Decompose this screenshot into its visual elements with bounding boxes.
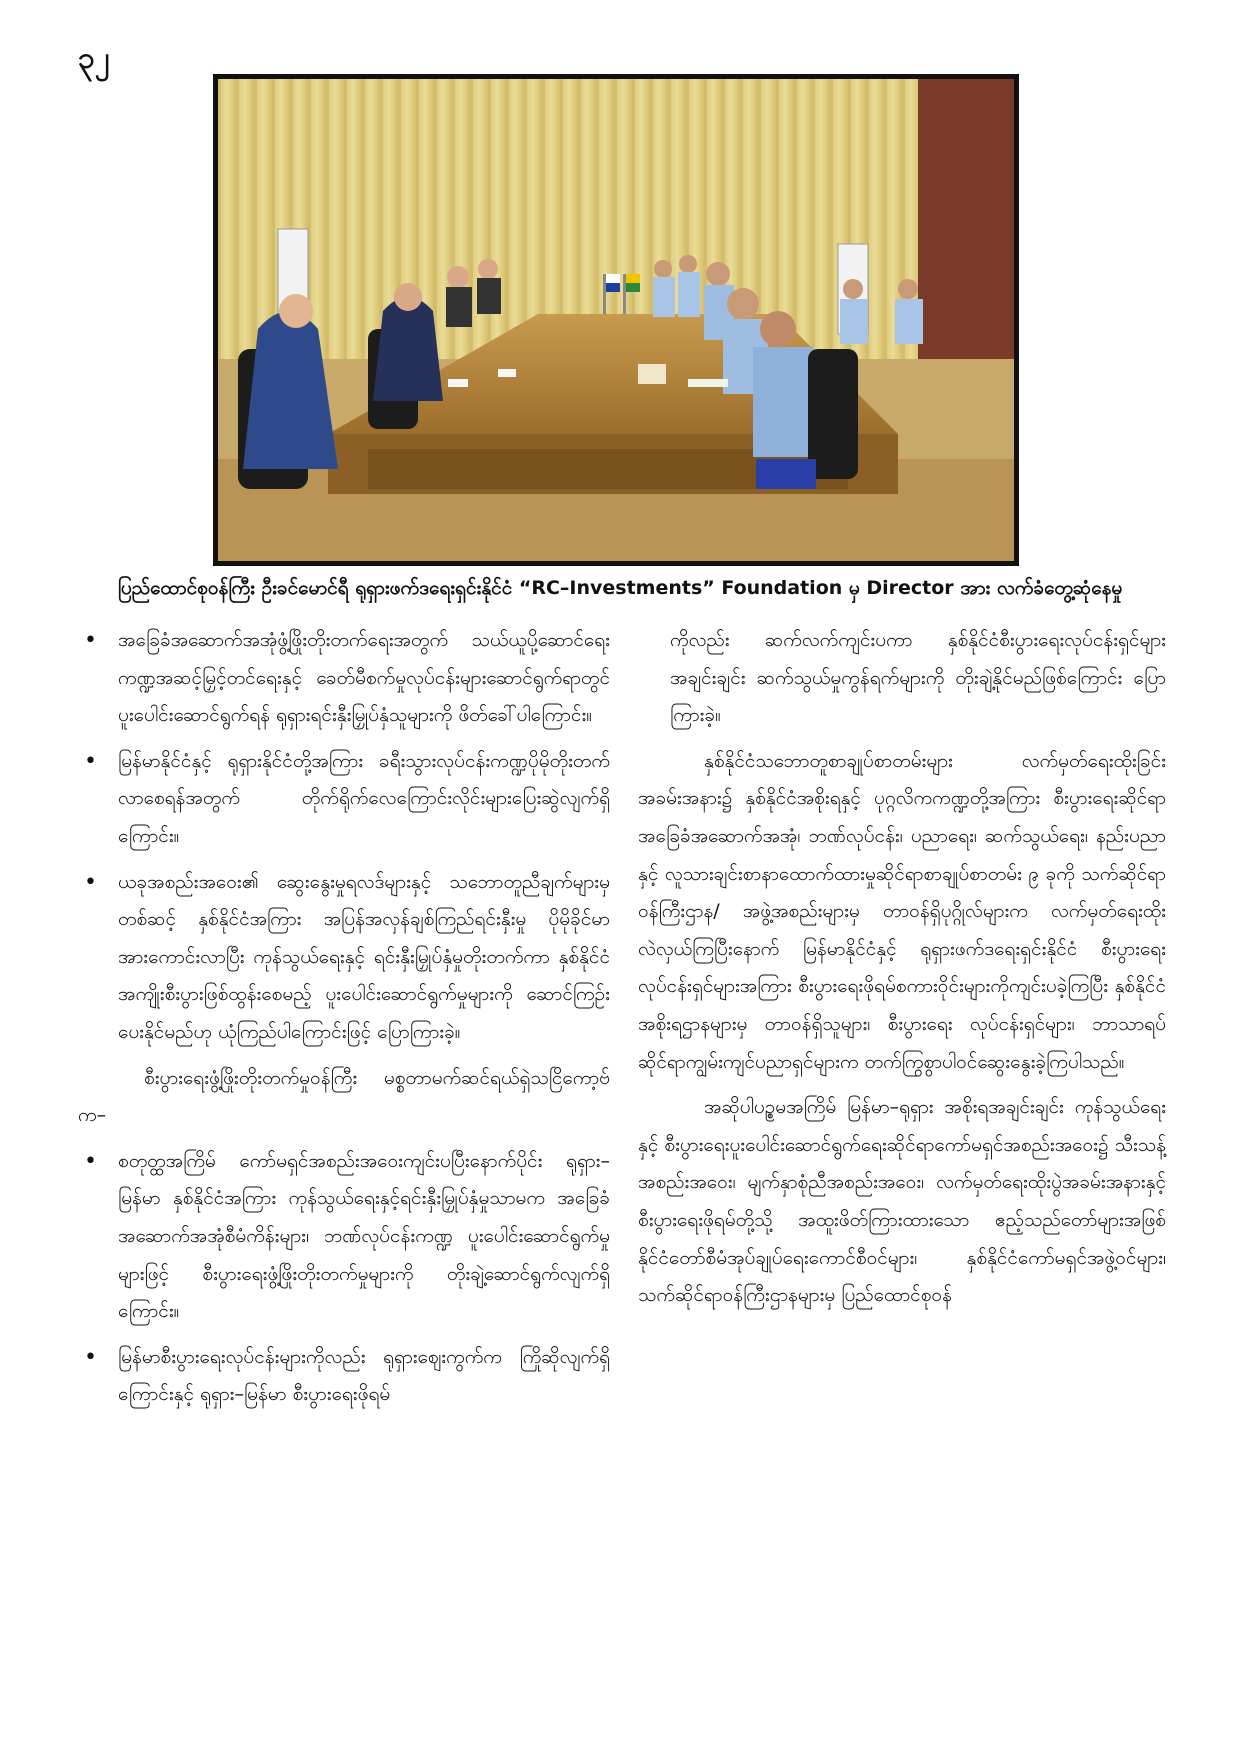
list-item	[78, 743, 610, 856]
list-item	[78, 1339, 610, 1414]
bullet-icon: •	[84, 748, 97, 774]
meeting-photo-icon	[218, 79, 1014, 561]
bullet-icon: •	[84, 869, 97, 895]
list-item	[78, 864, 610, 1052]
bullet-text: အခြေခံအဆောက်အအုံဖွံ့ဖြိုးတိုးတက်ရေးအတွက် သယ်ယူပို့ဆောင်ရေးကဏ္ဍအဆင့်မြှင့်တင်ရေးနှင့် ခေတ်မီစက်မှုလုပ်ငန်းများဆောင်ရွက်ရာတွင် ပူးပေါင်းဆောင်ရွက်ရန် ရုရှားရင်းနှီးမြှုပ်နှံသူများကို ဖိတ်ခေါ်ပါကြောင်း။	[118, 629, 610, 727]
paragraph-continuation: ကိုလည်း ဆက်လက်ကျင်းပကာ နှစ်နိုင်ငံစီးပွားရေးလုပ်ငန်းရှင်များအချင်းချင်း ဆက်သွယ်မှုကွန်ရက်များကို တိုးချဲ့နိုင်မည်ဖြစ်ကြောင်း ပြောကြားခဲ့။	[670, 629, 1166, 727]
list-item	[78, 1143, 610, 1331]
paragraph: နှစ်နိုင်ငံသဘောတူစာချုပ်စာတမ်းများ လက်မှတ်ရေးထိုးခြင်းအခမ်းအနား၌ နှစ်နိုင်ငံအစိုးရနှင့် ပုဂ္ဂလိကကဏ္ဍတို့အကြား စီးပွားရေးဆိုင်ရာအခြေခံအဆောက်အအုံ၊ ဘဏ်လုပ်ငန်း၊ ပညာရေး၊ ဆက်သွယ်ရေး၊ နည်းပညာနှင့် လူသားချင်းစာနာထောက်ထားမှုဆိုင်ရာစာချုပ်စာတမ်း ၉ ခုကို သက်ဆိုင်ရာဝန်ကြီးဌာန/ အဖွဲ့အစည်းများမှ တာဝန်ရှိပုဂ္ဂိုလ်များက လက်မှတ်ရေးထိုးလဲလှယ်ကြပြီးနောက် မြန်မာနိုင်ငံနှင့် ရုရှားဖက်ဒရေးရှင်းနိုင်ငံ စီးပွားရေးလုပ်ငန်းရှင်များအကြား စီးပွားရေးဖိုရမ်စကားဝိုင်းများကိုကျင်းပခဲ့ကြပြီး နှစ်နိုင်ငံအစိုးရဌာနများမှ တာဝန်ရှိသူများ၊ စီးပွားရေး လုပ်ငန်းရှင်များ၊ ဘာသာရပ်ဆိုင်ရာကျွမ်းကျင်ပညာရှင်များက တက်ကြွစွာပါဝင်ဆွေးနွေးခဲ့ကြပါသည်။	[638, 749, 1166, 1073]
bullet-text: စတုတ္ထအကြိမ် ကော်မရှင်အစည်းအဝေးကျင်းပပြီးနောက်ပိုင်း ရုရှား–မြန်မာ နှစ်နိုင်ငံအကြား ကုန်သွယ်ရေးနှင့်ရင်းနှီးမြှုပ်နှံမှုသာမက အခြေခံအဆောက်အအုံစီမံကိန်းများ၊ ဘဏ်လုပ်ငန်းကဏ္ဍ ပူးပေါင်းဆောင်ရွက်မှုများဖြင့် စီးပွားရေးဖွံ့ဖြိုးတိုးတက်မှုများကို တိုးချဲ့ဆောင်ရွက်လျက်ရှိကြောင်း။	[118, 1149, 610, 1323]
bullet-icon: •	[84, 1344, 97, 1370]
paragraph: အဆိုပါပဉ္စမအကြိမ် မြန်မာ–ရုရှား အစိုးရအချင်းချင်း ကုန်သွယ်ရေးနှင့် စီးပွားရေးပူးပေါင်းဆောင်ရွက်ရေးဆိုင်ရာကော်မရှင်အစည်းအဝေး၌ သီးသန့်အစည်းအဝေး၊ မျက်နှာစုံညီအစည်းအဝေး၊ လက်မှတ်ရေးထိုးပွဲအခမ်းအနားနှင့် စီးပွားရေးဖိုရမ်တို့သို့ အထူးဖိတ်ကြားထားသော ဧည့်သည်တော်များအဖြစ် နိုင်ငံတော်စီမံအုပ်ချုပ်ရေးကောင်စီဝင်များ၊ နှစ်နိုင်ငံကော်မရှင်အဖွဲ့ဝင်များ၊ သက်ဆိုင်ရာဝန်ကြီးဌာနများမှ ပြည်ထောင်စုဝန်	[638, 1096, 1166, 1307]
list-item	[78, 622, 610, 735]
meeting-photo	[213, 74, 1019, 566]
bullet-icon: •	[84, 1148, 97, 1174]
paragraph: စီးပွားရေးဖွံ့ဖြိုးတိုးတက်မှုဝန်ကြီး မစ္စတာမက်ဆင်ရယ်ရှဲသငြိကော့ဗ်က–	[78, 1066, 610, 1127]
photo-caption: ပြည်ထောင်စုဝန်ကြီး ဦးခင်မောင်ရီ ရုရှားဖက်ဒရေးရှင်းနိုင်ငံ “RC–Investments” Foundation မှ Director အား လက်ခံတွေ့ဆုံနေမှု	[117, 577, 1123, 599]
bullet-text: မြန်မာနိုင်ငံနှင့် ရုရှားနိုင်ငံတို့အကြား ခရီးသွားလုပ်ငန်းကဏ္ဍပိုမိုတိုးတက်လာစေရန်အတွက် တိုက်ရိုက်လေကြောင်းလိုင်းများပြေးဆွဲလျက်ရှိကြောင်း။	[118, 749, 610, 847]
left-column	[78, 622, 610, 1422]
right-column	[638, 622, 1166, 1323]
bullet-icon: •	[84, 628, 97, 653]
bullet-text: မြန်မာစီးပွားရေးလုပ်ငန်းများကိုလည်း ရုရှားဈေးကွက်က ကြိုဆိုလျက်ရှိကြောင်းနှင့် ရုရှား–မြန်မာ စီးပွားရေးဖိုရမ်	[118, 1345, 610, 1406]
page-number: ၃၂	[78, 41, 110, 76]
bullet-text: ယခုအစည်းအဝေး၏ ဆွေးနွေးမှုရလဒ်များနှင့် သဘောတူညီချက်များမှတစ်ဆင့် နှစ်နိုင်ငံအကြား အပြန်အလှန်ချစ်ကြည်ရင်းနှီးမှု ပိုမိုခိုင်မာအားကောင်းလာပြီး ကုန်သွယ်ရေးနှင့် ရင်းနှီးမြှုပ်နှံမှုတိုးတက်ကာ နှစ်နိုင်ငံအကျိုးစီးပွားဖြစ်ထွန်းစေမည့် ပူးပေါင်းဆောင်ရွက်မှုများကို ဆောင်ကြဉ်းပေးနိုင်မည်ဟု ယုံကြည်ပါကြောင်းဖြင့် ပြောကြားခဲ့။	[118, 870, 610, 1043]
